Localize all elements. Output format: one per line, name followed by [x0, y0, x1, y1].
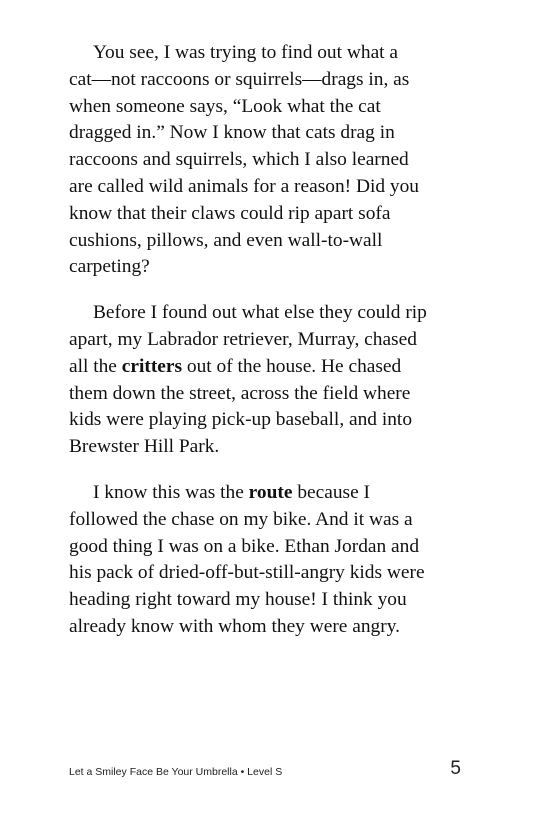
text-segment: raccoons and squirrels, which I also learned — [69, 149, 409, 171]
vocabulary-word: critters — [121, 355, 183, 377]
paragraph — [69, 40, 489, 281]
text-line — [69, 120, 489, 147]
text-segment: are called wild animals for a reason! Did you — [69, 175, 419, 197]
text-line — [69, 534, 489, 561]
text-segment: Before I found out what else they could rip — [93, 302, 427, 324]
text-line — [69, 480, 489, 507]
page-body — [69, 40, 489, 660]
text-line — [69, 354, 489, 381]
text-segment: cat—not raccoons or squirrels—drags in, as — [69, 68, 410, 90]
text-segment: them down the street, across the field where — [69, 382, 411, 404]
text-segment: cushions, pillows, and even wall-to-wall — [69, 229, 383, 251]
text-line — [69, 174, 489, 201]
page-number: 5 — [450, 758, 461, 779]
text-segment: apart, my Labrador retriever, Murray, chased — [69, 328, 417, 350]
text-line — [69, 40, 489, 67]
text-segment: know that their claws could rip apart sofa — [69, 202, 391, 224]
text-line — [69, 407, 489, 434]
text-line — [69, 327, 489, 354]
text-segment: Brewster Hill Park. — [69, 436, 220, 458]
text-segment: already know with whom they were angry. — [69, 615, 400, 637]
text-segment: kids were playing pick-up baseball, and into — [69, 409, 413, 431]
text-line — [69, 147, 489, 174]
text-segment: You see, I was trying to find out what a — [93, 42, 399, 63]
vocabulary-word: route — [248, 481, 293, 503]
text-line — [69, 94, 489, 121]
text-line — [69, 587, 489, 614]
text-segment: because I — [292, 481, 370, 503]
text-line — [69, 300, 489, 327]
text-line — [69, 201, 489, 228]
footer-book-title: Let a Smiley Face Be Your Umbrella • Level S — [69, 766, 283, 778]
text-segment: followed the chase on my bike. And it was a — [69, 508, 413, 530]
text-line — [69, 507, 489, 534]
text-segment: all the — [69, 355, 122, 377]
text-segment: good thing I was on a bike. Ethan Jordan and — [69, 535, 420, 557]
paragraph — [69, 480, 489, 641]
text-line — [69, 381, 489, 408]
text-line — [69, 434, 489, 461]
text-segment: carpeting? — [69, 256, 150, 278]
paragraph — [69, 300, 489, 461]
text-segment: his pack of dried-off-but-still-angry kids were — [69, 562, 425, 584]
text-line — [69, 67, 489, 94]
text-line — [69, 560, 489, 587]
text-segment: dragged in.” Now I know that cats drag in — [69, 122, 395, 144]
text-segment: out of the house. He chased — [182, 355, 402, 377]
text-line — [69, 254, 489, 281]
text-segment: I know this was the — [93, 481, 249, 503]
text-segment: when someone says, “Look what the cat — [69, 95, 381, 117]
text-segment: heading right toward my house! I think you — [69, 589, 407, 611]
text-line — [69, 614, 489, 641]
text-line — [69, 228, 489, 255]
